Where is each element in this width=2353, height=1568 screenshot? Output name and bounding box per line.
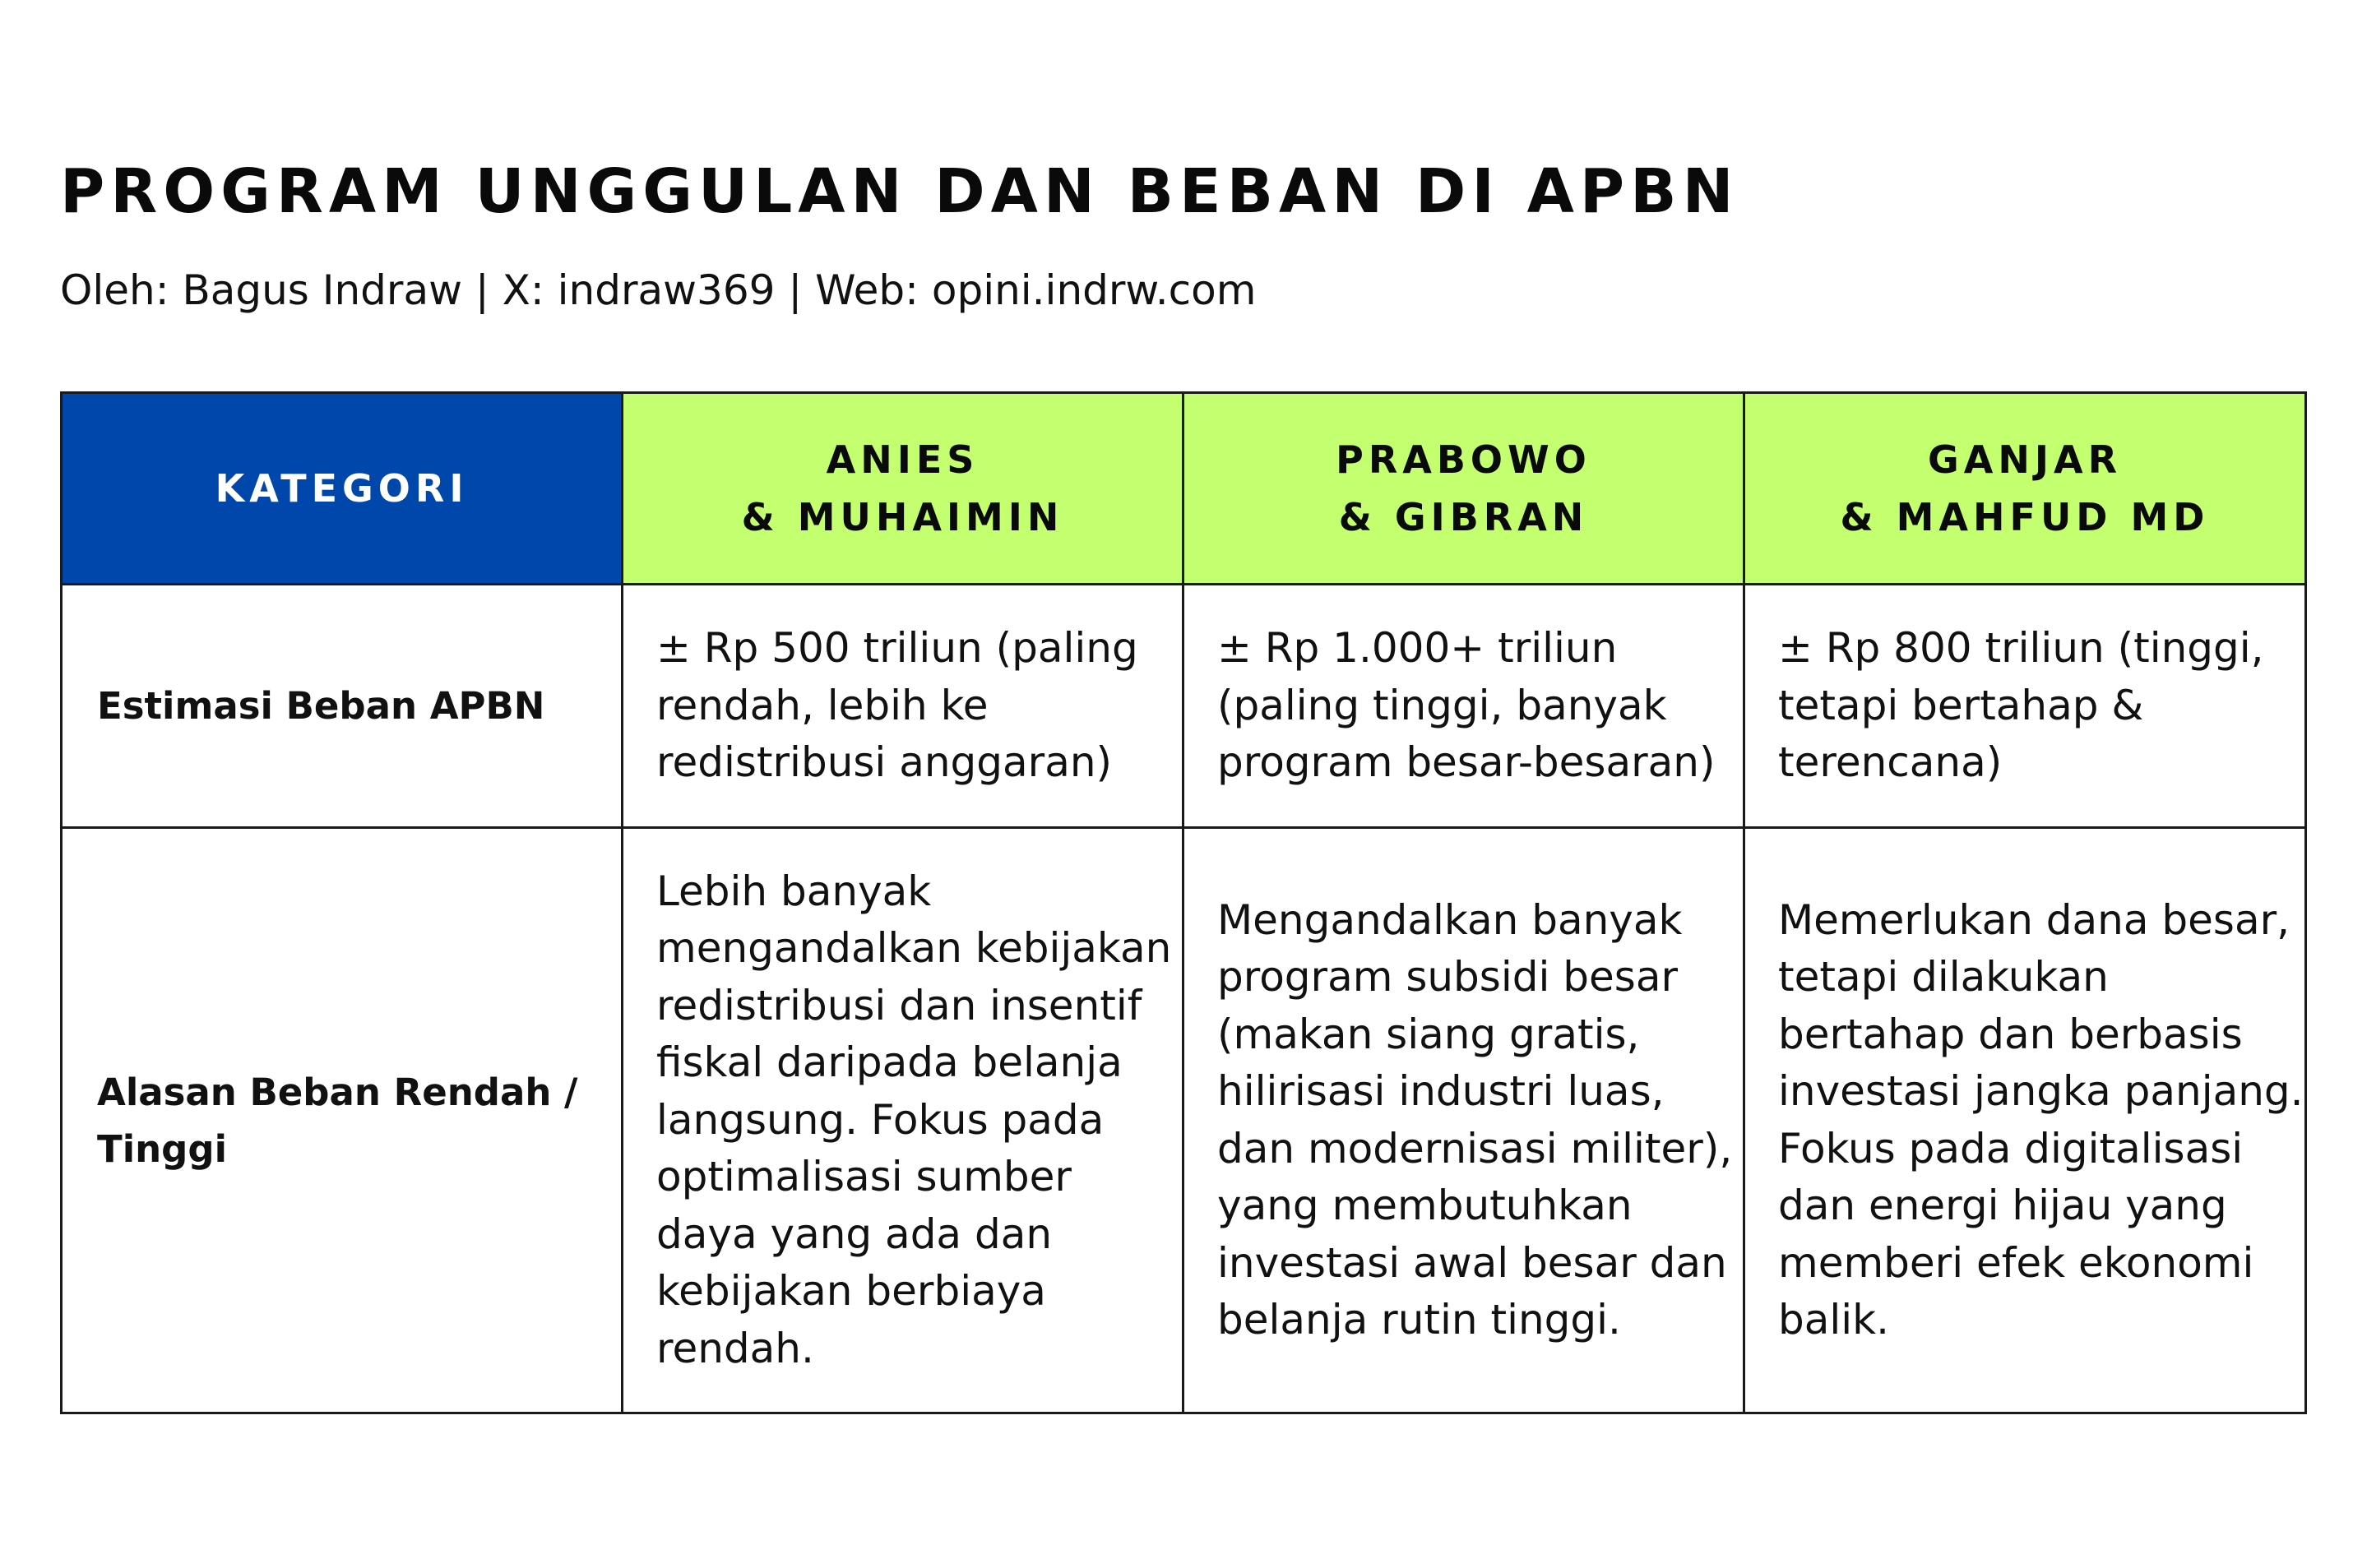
cell-line: Lebih banyak (656, 867, 932, 915)
cell-alasan-prabowo (1183, 828, 1744, 1413)
cell-line: program subsidi besar (1217, 953, 1679, 1001)
cell-line: investasi awal besar dan (1217, 1238, 1727, 1287)
cell-line: terencana) (1778, 738, 2003, 787)
cell-line: hilirisasi industri luas, (1217, 1067, 1665, 1115)
cell-line: (paling tinggi, banyak (1217, 681, 1667, 729)
cell-line: redistribusi anggaran) (656, 738, 1113, 787)
row-label-line: Estimasi Beban APBN (97, 684, 545, 728)
cell-line: ± Rp 1.000+ triliun (1217, 624, 1618, 673)
header-ganjar-mahfud (1744, 393, 2306, 585)
cell-line: bertahap dan berbasis (1778, 1010, 2243, 1058)
cell-line: dan modernisasi militer), (1217, 1124, 1733, 1173)
cell-line: redistribusi dan insentif (656, 981, 1142, 1029)
header-line: PRABOWO (1336, 437, 1591, 482)
row-label-estimasi (62, 585, 623, 828)
row-label-alasan (62, 828, 623, 1413)
comparison-table (60, 391, 2307, 1414)
cell-estimasi-ganjar (1744, 585, 2306, 828)
cell-line: investasi jangka panjang. (1778, 1067, 2304, 1115)
cell-line: fiskal daripada belanja (656, 1038, 1123, 1087)
header-line: & MUHAIMIN (741, 495, 1064, 539)
cell-alasan-ganjar (1744, 828, 2306, 1413)
cell-line: ± Rp 500 triliun (paling (656, 624, 1138, 673)
header-prabowo-gibran (1183, 393, 1744, 585)
cell-line: Mengandalkan banyak (1217, 895, 1683, 944)
cell-line: Memerlukan dana besar, (1778, 895, 2290, 944)
cell-line: rendah, lebih ke (656, 681, 989, 729)
cell-line: langsung. Fokus pada (656, 1095, 1105, 1144)
cell-line: tetapi dilakukan (1778, 953, 2109, 1001)
cell-line: Fokus pada digitalisasi (1778, 1124, 2244, 1173)
cell-line: daya yang ada dan (656, 1210, 1053, 1258)
table-header-row (62, 393, 2306, 585)
cell-line: program besar-besaran) (1217, 738, 1716, 787)
header-kategori-label: KATEGORI (215, 466, 469, 511)
cell-line: ± Rp 800 triliun (tinggi, (1778, 624, 2264, 673)
header-line: & MAHFUD MD (1840, 495, 2210, 539)
table-row-alasan (62, 828, 2306, 1413)
header-anies-muhaimin (623, 393, 1183, 585)
row-label-line: Tinggi (97, 1126, 228, 1171)
cell-estimasi-anies (623, 585, 1183, 828)
cell-line: dan energi hijau yang (1778, 1182, 2227, 1229)
cell-line: (makan siang gratis, (1217, 1010, 1640, 1058)
cell-line: tetapi bertahap & (1778, 681, 2144, 729)
page-title: PROGRAM UNGGULAN DAN BEBAN DI APBN (60, 156, 1739, 227)
cell-line: belanja rutin tinggi. (1217, 1296, 1621, 1344)
row-label-line: Alasan Beban Rendah / (97, 1070, 578, 1114)
table-row-estimasi (62, 585, 2306, 828)
cell-line: yang membutuhkan (1217, 1182, 1633, 1229)
header-kategori (62, 393, 623, 585)
header-line: GANJAR (1928, 437, 2122, 482)
cell-line: balik. (1778, 1296, 1890, 1344)
cell-alasan-anies (623, 828, 1183, 1413)
cell-line: optimalisasi sumber (656, 1153, 1072, 1201)
cell-line: memberi efek ekonomi (1778, 1238, 2254, 1287)
cell-line: kebijakan berbiaya (656, 1267, 1046, 1316)
author-byline: Oleh: Bagus Indraw | X: indraw369 | Web: opini.indrw.com (60, 266, 1257, 314)
header-line: ANIES (826, 437, 980, 482)
header-line: & GIBRAN (1338, 495, 1589, 539)
cell-estimasi-prabowo (1183, 585, 1744, 828)
cell-line: mengandalkan kebijakan (656, 924, 1172, 973)
cell-line: rendah. (656, 1324, 814, 1372)
